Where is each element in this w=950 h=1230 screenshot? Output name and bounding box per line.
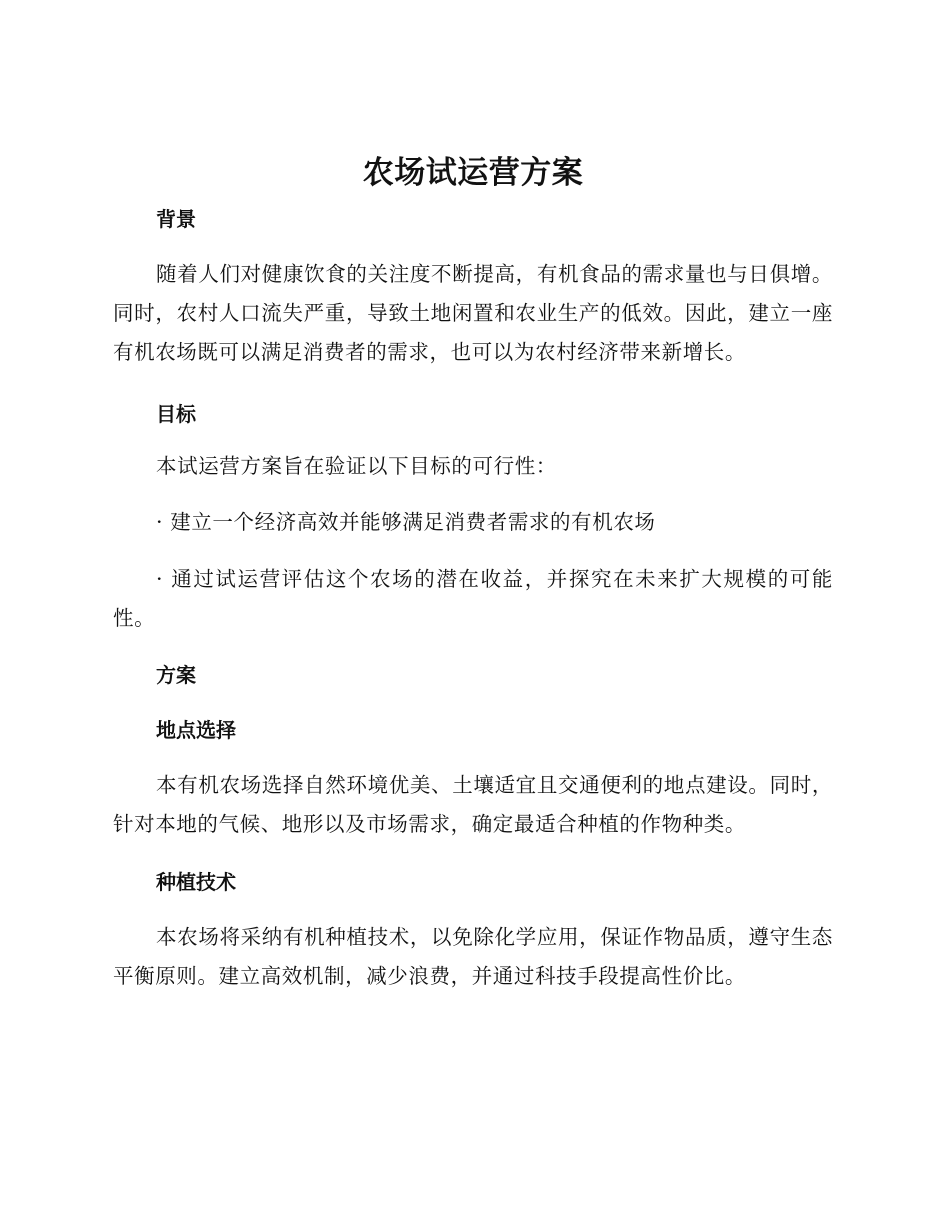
goal-bullet-1: · 建立一个经济高效并能够满足消费者需求的有机农场	[156, 510, 656, 534]
paragraph-goals-intro: 本试运营方案旨在验证以下目标的可行性：	[156, 454, 557, 478]
paragraph-background: 随着人们对健康饮食的关注度不断提高，有机食品的需求量也与日俱增。同时，农村人口流失严重，导致土地闲置和农业生产的低效。因此，建立一座有机农场既可以满足消费者的需求，也可以为农村经济带来新增长。	[113, 262, 833, 364]
heading-background: 背景	[156, 207, 196, 231]
paragraph-site: 本有机农场选择自然环境优美、土壤适宜且交通便利的地点建设。同时，针对本地的气候、地形以及市场需求，确定最适合种植的作物种类。	[113, 773, 833, 836]
heading-goals: 目标	[156, 402, 196, 426]
goal-bullet-2: · 通过试运营评估这个农场的潜在收益，并探究在未来扩大规模的可能性。	[113, 567, 833, 630]
paragraph-technique: 本农场将采纳有机种植技术，以免除化学应用，保证作物品质，遵守生态平衡原则。建立高效机制，减少浪费，并通过科技手段提高性价比。	[113, 925, 833, 988]
heading-plan: 方案	[156, 663, 196, 687]
heading-technique: 种植技术	[156, 870, 236, 894]
document-title: 农场试运营方案	[362, 155, 584, 191]
heading-site: 地点选择	[156, 718, 236, 742]
